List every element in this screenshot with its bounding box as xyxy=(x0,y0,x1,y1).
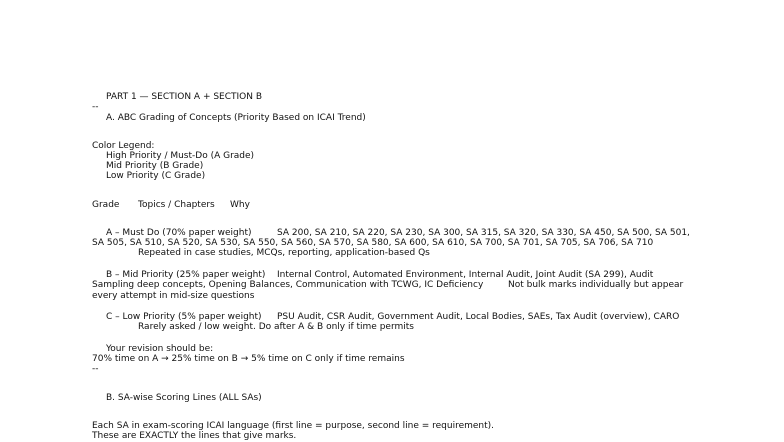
table-header-why: Why xyxy=(230,200,250,210)
row-b-topics-line1: Internal Control, Automated Environment, Internal Audit, Joint Audit (SA 299), Audit xyxy=(277,270,654,280)
table-header-topics: Topics / Chapters xyxy=(138,200,215,210)
divider: -- xyxy=(92,364,99,374)
row-b-why-line1: Not bulk marks individually but appear xyxy=(508,280,684,290)
part-heading: PART 1 — SECTION A + SECTION B xyxy=(106,92,263,102)
legend-item-a: High Priority / Must-Do (A Grade) xyxy=(106,151,255,161)
row-c-grade: C – Low Priority (5% paper weight) xyxy=(106,312,262,322)
divider: -- xyxy=(92,102,99,112)
row-b-topics-line2: Sampling deep concepts, Opening Balances, Communication with TCWG, IC Deficiency xyxy=(92,280,484,290)
legend-title: Color Legend: xyxy=(92,141,155,151)
section-b-title: B. SA-wise Scoring Lines (ALL SAs) xyxy=(106,393,262,403)
section-a-title: A. ABC Grading of Concepts (Priority Based on ICAI Trend) xyxy=(106,113,366,123)
row-b-grade: B – Mid Priority (25% paper weight) xyxy=(106,270,266,280)
revision-plan: 70% time on A → 25% time on B → 5% time on C only if time remains xyxy=(92,354,405,364)
row-a-topics-line2: SA 505, SA 510, SA 520, SA 530, SA 550, SA 560, SA 570, SA 580, SA 600, SA 610, SA 700, SA 701, SA 705, SA 706, SA 710 xyxy=(92,238,654,248)
footer-line-1: Each SA in exam-scoring ICAI language (first line = purpose, second line = requirement). xyxy=(92,421,495,431)
row-b-why-line2: every attempt in mid-size questions xyxy=(92,291,255,301)
row-a-grade: A – Must Do (70% paper weight) xyxy=(106,228,252,238)
row-a-why: Repeated in case studies, MCQs, reporting, application-based Qs xyxy=(138,248,430,258)
row-c-why: Rarely asked / low weight. Do after A & B only if time permits xyxy=(138,322,414,332)
legend-item-c: Low Priority (C Grade) xyxy=(106,171,206,181)
footer-line-2: These are EXACTLY the lines that give marks. xyxy=(92,431,297,441)
table-header-grade: Grade xyxy=(92,200,120,210)
legend-item-b: Mid Priority (B Grade) xyxy=(106,161,204,171)
row-c-topics: PSU Audit, CSR Audit, Government Audit, Local Bodies, SAEs, Tax Audit (overview), CARO xyxy=(277,312,680,322)
row-a-topics-line1: SA 200, SA 210, SA 220, SA 230, SA 300, SA 315, SA 320, SA 330, SA 450, SA 500, SA 501, xyxy=(277,228,690,238)
revision-label: Your revision should be: xyxy=(106,344,214,354)
